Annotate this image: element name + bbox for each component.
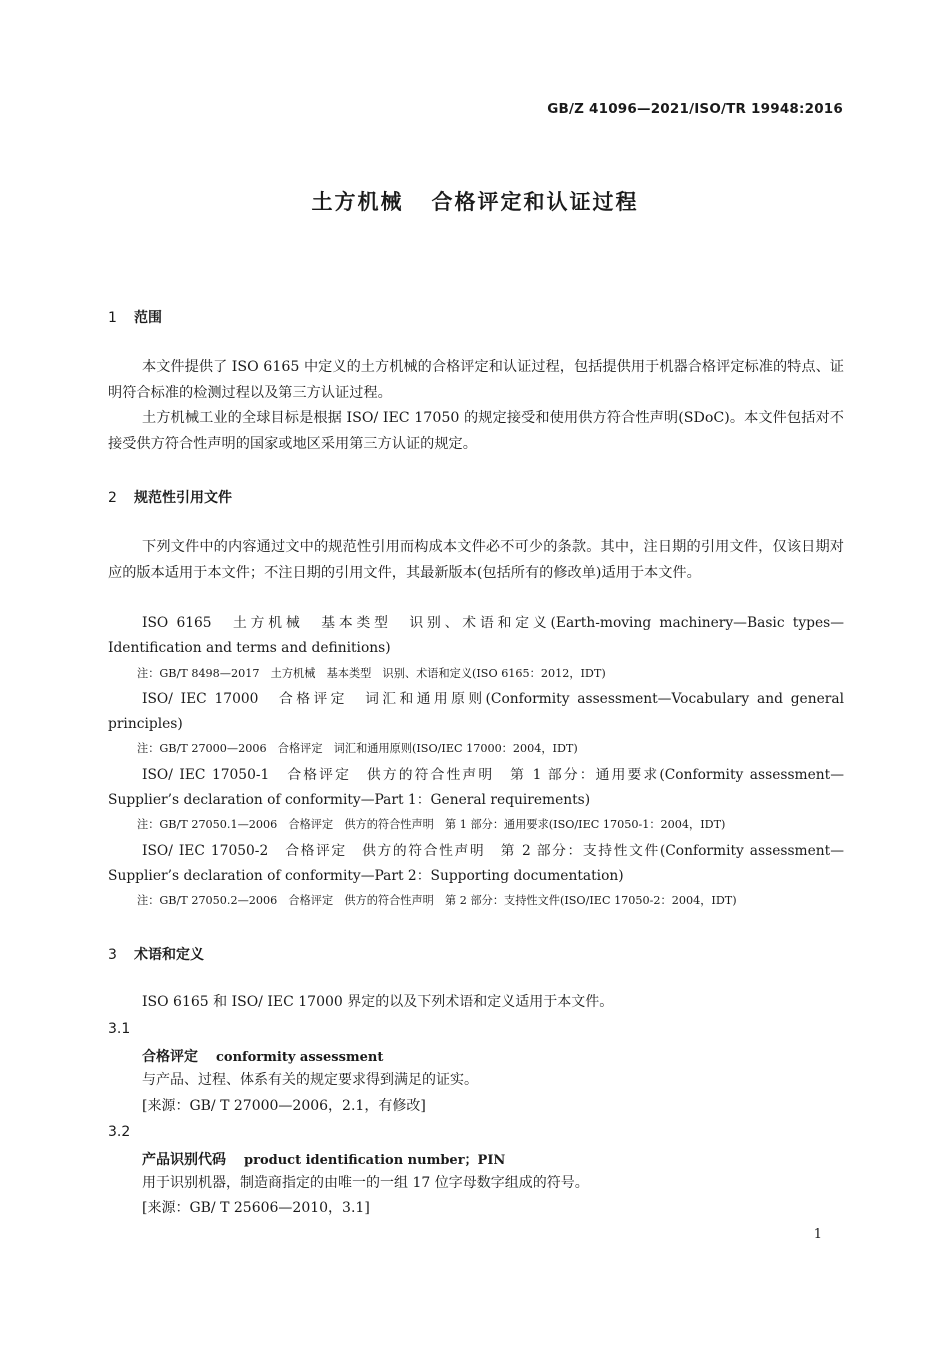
standard-code: GB/Z 41096—2021/ISO/TR 19948:2016 (547, 101, 843, 117)
term-definition: 与产品、过程、体系有关的规定要求得到满足的证实。 (142, 1072, 478, 1088)
term-definition: 用于识别机器，制造商指定的由唯一的一组 17 位字母数字组成的符号。 (142, 1175, 589, 1191)
reference-note: 注：GB/T 8498—2017 土方机械 基本类型 识别、术语和定义(ISO 6165：2012，IDT) (137, 667, 606, 680)
section-3-heading (108, 944, 204, 964)
reference-item: ISO/ IEC 17050-1 合格评定 供方的符合性声明 第 1 部分：通用要求(Conformity assessment—Supplier’s declaration of conformity—Part 1：General requirements) (108, 767, 844, 808)
section-title: 术语和定义 (134, 947, 204, 963)
section-number: 2 (108, 490, 117, 506)
term-number: 3.1 (108, 1021, 131, 1037)
term-entry (142, 1149, 505, 1169)
document-title (0, 186, 950, 216)
reference-note: 注：GB/T 27050.1—2006 合格评定 供方的符合性声明 第 1 部分：通用要求(ISO/IEC 17050-1：2004，IDT) (137, 818, 726, 831)
term-english: product identification number；PIN (244, 1153, 506, 1168)
section-1-heading (108, 307, 162, 327)
terms-intro: ISO 6165 和 ISO/ IEC 17000 界定的以及下列术语和定义适用于本文件。 (142, 994, 614, 1010)
section-number: 1 (108, 310, 117, 326)
term-number: 3.2 (108, 1124, 131, 1140)
term-chinese: 产品识别代码 (142, 1152, 226, 1168)
term-source: [来源：GB/ T 25606—2010，3.1] (142, 1200, 370, 1216)
reference-note: 注：GB/T 27000—2006 合格评定 词汇和通用原则(ISO/IEC 17000：2004，IDT) (137, 742, 578, 755)
section-title: 规范性引用文件 (134, 490, 232, 506)
term-english: conformity assessment (216, 1050, 384, 1065)
title-part-1: 土方机械 (311, 190, 404, 214)
page-number: 1 (813, 1227, 822, 1242)
normative-references-intro: 下列文件中的内容通过文中的规范性引用而构成本文件必不可少的条款。其中，注日期的引用文件，仅该日期对应的版本适用于本文件；不注日期的引用文件，其最新版本(包括所有的修改单)适用于本文件。 (108, 539, 844, 581)
title-part-2: 合格评定和认证过程 (431, 190, 639, 214)
term-chinese: 合格评定 (142, 1049, 198, 1065)
term-entry (142, 1046, 383, 1066)
reference-item: ISO/ IEC 17000 合格评定 词汇和通用原则(Conformity assessment—Vocabulary and general principles) (108, 691, 844, 732)
section-number: 3 (108, 947, 117, 963)
term-source: [来源：GB/ T 27000—2006，2.1，有修改] (142, 1098, 426, 1114)
reference-item: ISO 6165 土方机械 基本类型 识别、术语和定义(Earth-moving machinery—Basic types—Identification and terms and definitions) (108, 615, 844, 656)
scope-paragraph-1: 本文件提供了 ISO 6165 中定义的土方机械的合格评定和认证过程，包括提供用于机器合格评定标准的特点、证明符合标准的检测过程以及第三方认证过程。 (108, 359, 844, 401)
scope-paragraph-2: 土方机械工业的全球目标是根据 ISO/ IEC 17050 的规定接受和使用供方符合性声明(SDoC)。本文件包括对不接受供方符合性声明的国家或地区采用第三方认证的规定。 (108, 410, 844, 452)
reference-item: ISO/ IEC 17050-2 合格评定 供方的符合性声明 第 2 部分：支持性文件(Conformity assessment—Supplier’s declaration of conformity—Part 2：Supporting documentation) (108, 843, 844, 884)
reference-note: 注：GB/T 27050.2—2006 合格评定 供方的符合性声明 第 2 部分：支持性文件(ISO/IEC 17050-2：2004，IDT) (137, 894, 737, 907)
section-2-heading (108, 487, 232, 507)
section-title: 范围 (134, 310, 162, 326)
